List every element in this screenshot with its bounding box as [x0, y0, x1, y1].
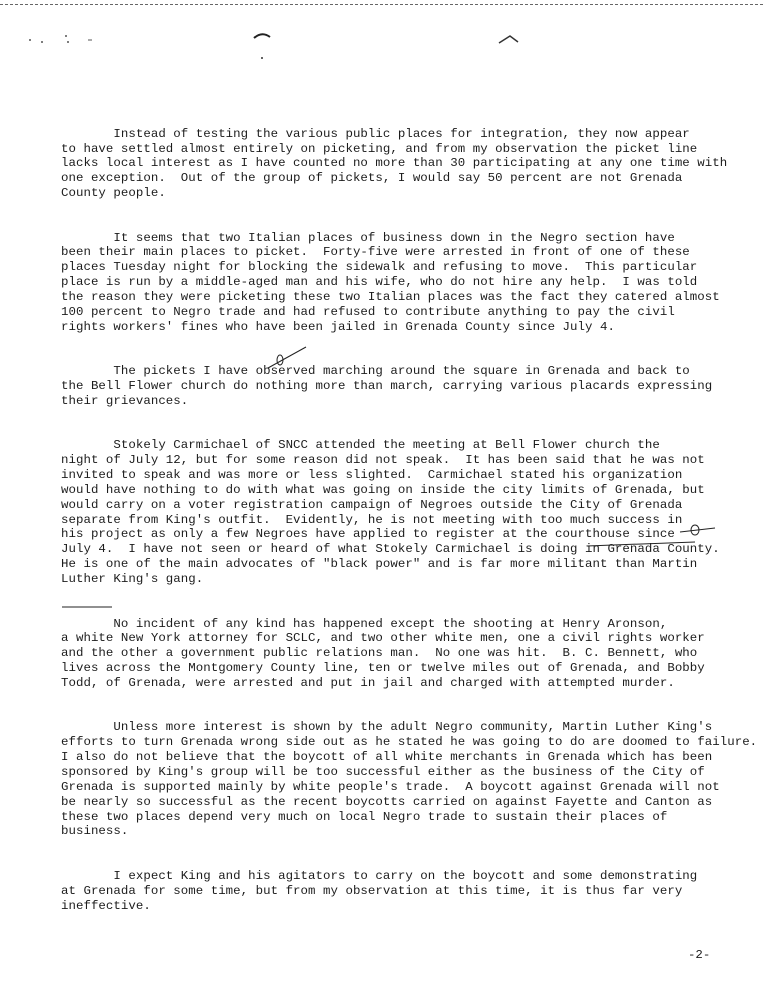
text-line: these two places depend very much on local Negro trade to sustain their places of: [61, 809, 668, 824]
text-line: separate from King's outfit. Evidently, he is not meeting with too much success in: [61, 512, 683, 527]
text-line: the Bell Flower church do nothing more than march, carrying various placards expressing: [61, 379, 713, 394]
paragraph-picketing: [61, 127, 761, 201]
paragraph-pickets-marching: [61, 364, 761, 409]
text-line: and the other a government public relations man. No one was hit. B. C. Bennett, who: [61, 646, 698, 661]
paragraph-conclusion: [61, 869, 761, 914]
paragraph-italian-businesses: [61, 231, 761, 335]
paragraph-carmichael: [61, 438, 761, 586]
text-line: one exception. Out of the group of pickets, I would say 50 percent are not Grenada: [61, 171, 683, 186]
text-line: The pickets I have observed marching around the square in Grenada and back to: [61, 364, 690, 379]
text-line: He is one of the main advocates of "black power" and is far more militant than Martin: [61, 557, 698, 572]
text-line: place is run by a middle-aged man and his wife, who do not hire any help. I was told: [61, 275, 698, 290]
text-line: July 4. I have not seen or heard of what Stokely Carmichael is doing in Grenada County.: [61, 542, 720, 557]
text-line: Luther King's gang.: [61, 572, 204, 586]
scan-mark-top-center: [250, 28, 280, 68]
text-line: at Grenada for some time, but from my observation at this time, it is thus far very: [61, 883, 683, 898]
letter-body: [61, 97, 761, 943]
text-line: 100 percent to Negro trade and had refused to contribute anything to pay the civil: [61, 304, 675, 319]
text-line: the reason they were picketing these two Italian places was the fact they catered almost: [61, 289, 720, 304]
scan-mark-top-left: [26, 30, 96, 50]
text-line: I also do not believe that the boycott of all white merchants in Grenada which has been: [61, 750, 713, 765]
text-line: sponsored by King's group will be too successful either as the business of the City of: [61, 764, 705, 779]
text-line: Unless more interest is shown by the adult Negro community, Martin Luther King's: [61, 720, 713, 735]
text-line: would have nothing to do with what was going on inside the city limits of Grenada, but: [61, 482, 705, 497]
page-number: -2-: [688, 948, 711, 962]
text-line: Instead of testing the various public places for integration, they now appear: [61, 126, 690, 141]
paragraph-boycott-assessment: [61, 720, 761, 839]
text-line: business.: [61, 824, 129, 839]
text-line: rights workers' fines who have been jailed in Grenada County since July 4.: [61, 319, 615, 334]
text-line: be nearly so successful as the recent boycotts carried on against Fayette and Canton as: [61, 794, 713, 809]
text-line: a white New York attorney for SCLC, and two other white men, one a civil rights worker: [61, 631, 705, 646]
text-line: efforts to turn Grenada wrong side out as he stated he was going to do are doomed to failure.: [61, 735, 758, 750]
scan-mark-top-right: [496, 32, 526, 48]
text-line: Todd, of Grenada, were arrested and put in jail and charged with attempted murder.: [61, 675, 675, 690]
text-line: I expect King and his agitators to carry on the boycott and some demonstrating: [61, 868, 698, 883]
text-line: night of July 12, but for some reason did not speak. It has been said that he was not: [61, 453, 705, 468]
text-line: It seems that two Italian places of business down in the Negro section have: [61, 230, 675, 245]
text-line: his project as only a few Negroes have applied to register at the courthouse since: [61, 527, 675, 542]
text-line: invited to speak and was more or less slighted. Carmichael stated his organization: [61, 468, 683, 483]
text-line: places Tuesday night for blocking the sidewalk and refusing to move. This particular: [61, 260, 698, 275]
text-line: lives across the Montgomery County line, ten or twelve miles out of Grenada, and Bobby: [61, 661, 705, 676]
text-line: their grievances.: [61, 393, 189, 408]
text-line: County people.: [61, 186, 166, 201]
text-line: would carry on a voter registration campaign of Negroes outside the City of Grenada: [61, 497, 683, 512]
page-top-edge: [0, 4, 763, 5]
text-line: No incident of any kind has happened except the shooting at Henry Aronson,: [61, 616, 668, 631]
text-line: ineffective.: [61, 898, 151, 913]
text-line: been their main places to picket. Forty-five were arrested in front of one of these: [61, 245, 690, 260]
text-line: to have settled almost entirely on picketing, and from my observation the picket line: [61, 141, 698, 156]
paragraph-shooting-incident: [61, 617, 761, 691]
text-line: Stokely Carmichael of SNCC attended the meeting at Bell Flower church the: [61, 438, 660, 453]
text-line: lacks local interest as I have counted no more than 30 participating at any one time with: [61, 156, 728, 171]
text-line: Grenada is supported mainly by white people's trade. A boycott against Grenada will not: [61, 779, 720, 794]
